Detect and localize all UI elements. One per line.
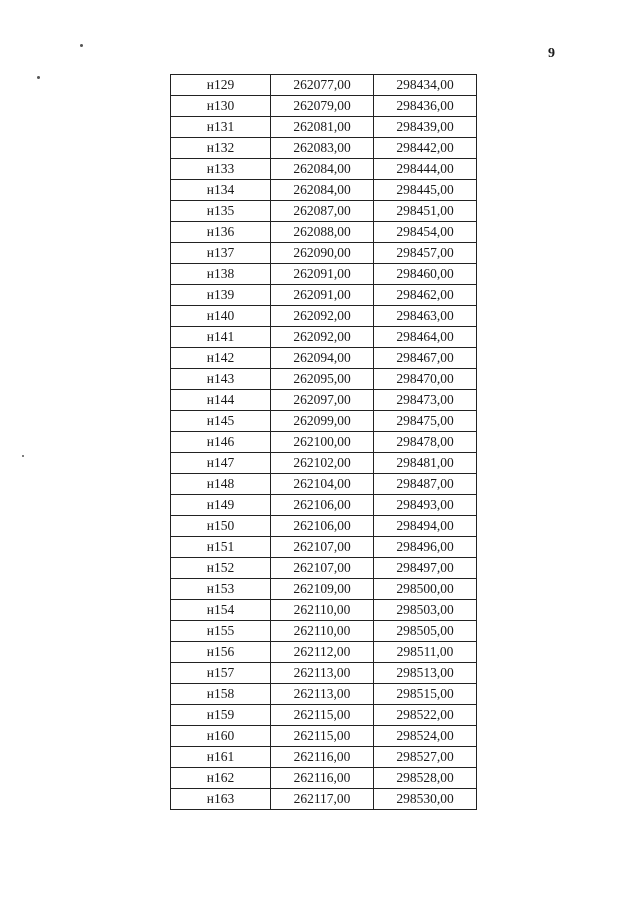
y-coordinate-cell: 298503,00 — [374, 600, 477, 621]
table-row — [171, 180, 477, 201]
point-id-cell: н148 — [171, 474, 271, 495]
point-id-cell: н153 — [171, 579, 271, 600]
point-id-cell: н135 — [171, 201, 271, 222]
y-coordinate-cell: 298487,00 — [374, 474, 477, 495]
table-row — [171, 264, 477, 285]
x-coordinate-cell: 262087,00 — [271, 201, 374, 222]
x-coordinate-cell: 262083,00 — [271, 138, 374, 159]
y-coordinate-cell: 298434,00 — [374, 75, 477, 96]
table-row — [171, 726, 477, 747]
table-row — [171, 537, 477, 558]
x-coordinate-cell: 262084,00 — [271, 180, 374, 201]
point-id-cell: н149 — [171, 495, 271, 516]
y-coordinate-cell: 298496,00 — [374, 537, 477, 558]
point-id-cell: н147 — [171, 453, 271, 474]
table-row — [171, 453, 477, 474]
point-id-cell: н142 — [171, 348, 271, 369]
y-coordinate-cell: 298522,00 — [374, 705, 477, 726]
table-row — [171, 96, 477, 117]
point-id-cell: н155 — [171, 621, 271, 642]
y-coordinate-cell: 298511,00 — [374, 642, 477, 663]
y-coordinate-cell: 298530,00 — [374, 789, 477, 810]
table-row — [171, 600, 477, 621]
table-row — [171, 663, 477, 684]
x-coordinate-cell: 262102,00 — [271, 453, 374, 474]
point-id-cell: н156 — [171, 642, 271, 663]
table-row — [171, 369, 477, 390]
table-row — [171, 285, 477, 306]
y-coordinate-cell: 298451,00 — [374, 201, 477, 222]
table-row — [171, 306, 477, 327]
y-coordinate-cell: 298527,00 — [374, 747, 477, 768]
point-id-cell: н152 — [171, 558, 271, 579]
x-coordinate-cell: 262116,00 — [271, 747, 374, 768]
x-coordinate-cell: 262081,00 — [271, 117, 374, 138]
table-row — [171, 159, 477, 180]
point-id-cell: н136 — [171, 222, 271, 243]
table-row — [171, 432, 477, 453]
point-id-cell: н134 — [171, 180, 271, 201]
point-id-cell: н132 — [171, 138, 271, 159]
table-row — [171, 75, 477, 96]
y-coordinate-cell: 298442,00 — [374, 138, 477, 159]
y-coordinate-cell: 298497,00 — [374, 558, 477, 579]
y-coordinate-cell: 298454,00 — [374, 222, 477, 243]
point-id-cell: н130 — [171, 96, 271, 117]
x-coordinate-cell: 262077,00 — [271, 75, 374, 96]
x-coordinate-cell: 262100,00 — [271, 432, 374, 453]
table-row — [171, 222, 477, 243]
y-coordinate-cell: 298494,00 — [374, 516, 477, 537]
x-coordinate-cell: 262113,00 — [271, 684, 374, 705]
point-id-cell: н140 — [171, 306, 271, 327]
x-coordinate-cell: 262091,00 — [271, 264, 374, 285]
scan-speck — [37, 76, 40, 79]
table-row — [171, 516, 477, 537]
y-coordinate-cell: 298475,00 — [374, 411, 477, 432]
table-row — [171, 390, 477, 411]
table-row — [171, 558, 477, 579]
point-id-cell: н154 — [171, 600, 271, 621]
point-id-cell: н163 — [171, 789, 271, 810]
point-id-cell: н161 — [171, 747, 271, 768]
y-coordinate-cell: 298444,00 — [374, 159, 477, 180]
x-coordinate-cell: 262104,00 — [271, 474, 374, 495]
table-row — [171, 789, 477, 810]
table-row — [171, 243, 477, 264]
point-id-cell: н145 — [171, 411, 271, 432]
table-row — [171, 327, 477, 348]
table-row — [171, 705, 477, 726]
y-coordinate-cell: 298528,00 — [374, 768, 477, 789]
y-coordinate-cell: 298505,00 — [374, 621, 477, 642]
x-coordinate-cell: 262092,00 — [271, 306, 374, 327]
table-row — [171, 411, 477, 432]
x-coordinate-cell: 262107,00 — [271, 558, 374, 579]
table-row — [171, 495, 477, 516]
y-coordinate-cell: 298515,00 — [374, 684, 477, 705]
x-coordinate-cell: 262094,00 — [271, 348, 374, 369]
y-coordinate-cell: 298500,00 — [374, 579, 477, 600]
x-coordinate-cell: 262115,00 — [271, 705, 374, 726]
y-coordinate-cell: 298493,00 — [374, 495, 477, 516]
x-coordinate-cell: 262107,00 — [271, 537, 374, 558]
point-id-cell: н160 — [171, 726, 271, 747]
y-coordinate-cell: 298478,00 — [374, 432, 477, 453]
x-coordinate-cell: 262113,00 — [271, 663, 374, 684]
x-coordinate-cell: 262084,00 — [271, 159, 374, 180]
point-id-cell: н146 — [171, 432, 271, 453]
y-coordinate-cell: 298439,00 — [374, 117, 477, 138]
y-coordinate-cell: 298463,00 — [374, 306, 477, 327]
table-row — [171, 348, 477, 369]
y-coordinate-cell: 298462,00 — [374, 285, 477, 306]
x-coordinate-cell: 262109,00 — [271, 579, 374, 600]
point-id-cell: н151 — [171, 537, 271, 558]
table-row — [171, 684, 477, 705]
coordinates-table-body — [171, 75, 477, 810]
x-coordinate-cell: 262115,00 — [271, 726, 374, 747]
x-coordinate-cell: 262095,00 — [271, 369, 374, 390]
x-coordinate-cell: 262116,00 — [271, 768, 374, 789]
scan-speck — [22, 455, 24, 457]
x-coordinate-cell: 262106,00 — [271, 495, 374, 516]
table-row — [171, 621, 477, 642]
point-id-cell: н158 — [171, 684, 271, 705]
y-coordinate-cell: 298464,00 — [374, 327, 477, 348]
y-coordinate-cell: 298457,00 — [374, 243, 477, 264]
table-row — [171, 201, 477, 222]
point-id-cell: н133 — [171, 159, 271, 180]
x-coordinate-cell: 262092,00 — [271, 327, 374, 348]
table-row — [171, 579, 477, 600]
point-id-cell: н159 — [171, 705, 271, 726]
point-id-cell: н131 — [171, 117, 271, 138]
x-coordinate-cell: 262079,00 — [271, 96, 374, 117]
point-id-cell: н150 — [171, 516, 271, 537]
point-id-cell: н139 — [171, 285, 271, 306]
point-id-cell: н129 — [171, 75, 271, 96]
table-row — [171, 474, 477, 495]
point-id-cell: н144 — [171, 390, 271, 411]
point-id-cell: н141 — [171, 327, 271, 348]
y-coordinate-cell: 298524,00 — [374, 726, 477, 747]
point-id-cell: н162 — [171, 768, 271, 789]
page-number: 9 — [548, 46, 555, 61]
scan-speck — [80, 44, 83, 47]
x-coordinate-cell: 262097,00 — [271, 390, 374, 411]
y-coordinate-cell: 298460,00 — [374, 264, 477, 285]
table-row — [171, 117, 477, 138]
table-row — [171, 747, 477, 768]
y-coordinate-cell: 298473,00 — [374, 390, 477, 411]
x-coordinate-cell: 262112,00 — [271, 642, 374, 663]
coordinates-table — [170, 74, 477, 810]
y-coordinate-cell: 298467,00 — [374, 348, 477, 369]
table-row — [171, 642, 477, 663]
point-id-cell: н138 — [171, 264, 271, 285]
x-coordinate-cell: 262117,00 — [271, 789, 374, 810]
table-row — [171, 138, 477, 159]
point-id-cell: н137 — [171, 243, 271, 264]
y-coordinate-cell: 298481,00 — [374, 453, 477, 474]
x-coordinate-cell: 262099,00 — [271, 411, 374, 432]
x-coordinate-cell: 262106,00 — [271, 516, 374, 537]
x-coordinate-cell: 262110,00 — [271, 621, 374, 642]
y-coordinate-cell: 298513,00 — [374, 663, 477, 684]
point-id-cell: н143 — [171, 369, 271, 390]
point-id-cell: н157 — [171, 663, 271, 684]
y-coordinate-cell: 298445,00 — [374, 180, 477, 201]
y-coordinate-cell: 298470,00 — [374, 369, 477, 390]
y-coordinate-cell: 298436,00 — [374, 96, 477, 117]
table-row — [171, 768, 477, 789]
x-coordinate-cell: 262110,00 — [271, 600, 374, 621]
x-coordinate-cell: 262088,00 — [271, 222, 374, 243]
x-coordinate-cell: 262091,00 — [271, 285, 374, 306]
x-coordinate-cell: 262090,00 — [271, 243, 374, 264]
